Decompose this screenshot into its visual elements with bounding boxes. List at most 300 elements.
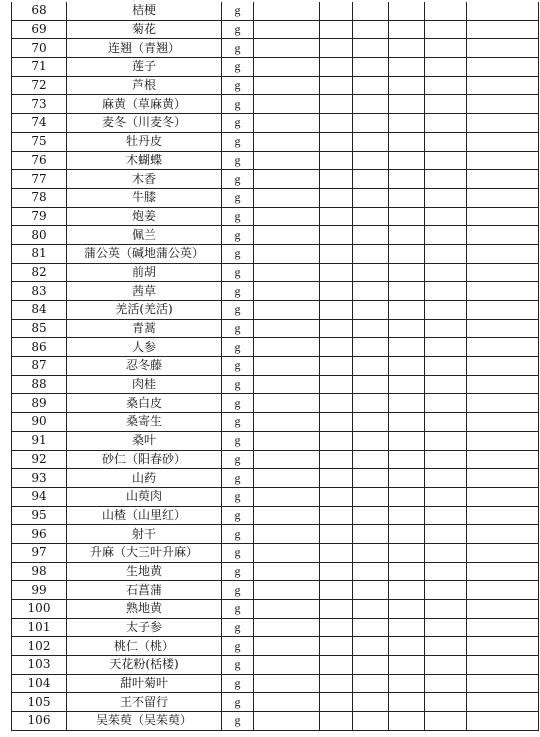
empty-cell — [353, 525, 389, 544]
unit-cell: g — [222, 543, 254, 562]
empty-cell — [254, 151, 320, 170]
empty-cell — [353, 132, 389, 151]
herb-name-cell: 莲子 — [67, 58, 222, 77]
herb-name-cell: 甜叶菊叶 — [67, 674, 222, 693]
herb-name-cell: 山楂（山里红） — [67, 506, 222, 525]
row-number-cell: 68 — [12, 2, 67, 20]
unit-cell: g — [222, 263, 254, 282]
empty-cell — [467, 244, 539, 263]
table-row — [12, 674, 539, 693]
unit-cell: g — [222, 618, 254, 637]
row-number-cell: 99 — [12, 581, 67, 600]
row-number-cell: 73 — [12, 95, 67, 114]
table-body — [12, 2, 539, 730]
empty-cell — [425, 431, 467, 450]
row-number-cell: 101 — [12, 618, 67, 637]
empty-cell — [320, 618, 353, 637]
empty-cell — [467, 170, 539, 189]
empty-cell — [389, 506, 425, 525]
empty-cell — [353, 712, 389, 731]
empty-cell — [467, 58, 539, 77]
empty-cell — [320, 693, 353, 712]
empty-cell — [353, 431, 389, 450]
empty-cell — [320, 58, 353, 77]
empty-cell — [254, 95, 320, 114]
empty-cell — [425, 487, 467, 506]
table-row — [12, 338, 539, 357]
empty-cell — [389, 581, 425, 600]
row-number-cell: 95 — [12, 506, 67, 525]
empty-cell — [389, 357, 425, 376]
empty-cell — [389, 226, 425, 245]
unit-cell: g — [222, 58, 254, 77]
unit-cell: g — [222, 319, 254, 338]
empty-cell — [425, 20, 467, 39]
empty-cell — [425, 244, 467, 263]
empty-cell — [254, 357, 320, 376]
empty-cell — [467, 618, 539, 637]
empty-cell — [425, 151, 467, 170]
empty-cell — [467, 543, 539, 562]
empty-cell — [467, 600, 539, 619]
empty-cell — [254, 431, 320, 450]
empty-cell — [389, 170, 425, 189]
empty-cell — [353, 226, 389, 245]
row-number-cell: 77 — [12, 170, 67, 189]
empty-cell — [320, 450, 353, 469]
unit-cell: g — [222, 132, 254, 151]
empty-cell — [320, 114, 353, 133]
table-row — [12, 618, 539, 637]
row-number-cell: 94 — [12, 487, 67, 506]
empty-cell — [425, 338, 467, 357]
empty-cell — [320, 244, 353, 263]
empty-cell — [425, 543, 467, 562]
row-number-cell: 76 — [12, 151, 67, 170]
herb-name-cell: 羌活(羌活) — [67, 301, 222, 320]
herb-name-cell: 蒲公英（碱地蒲公英） — [67, 244, 222, 263]
empty-cell — [467, 319, 539, 338]
row-number-cell: 71 — [12, 58, 67, 77]
empty-cell — [467, 39, 539, 58]
empty-cell — [320, 637, 353, 656]
row-number-cell: 97 — [12, 543, 67, 562]
empty-cell — [254, 282, 320, 301]
row-number-cell: 75 — [12, 132, 67, 151]
herb-name-cell: 砂仁（阳春砂） — [67, 450, 222, 469]
herb-name-cell: 桑寄生 — [67, 413, 222, 432]
row-number-cell: 84 — [12, 301, 67, 320]
herb-name-cell: 桔梗 — [67, 2, 222, 20]
empty-cell — [467, 413, 539, 432]
herb-name-cell: 桃仁（桃） — [67, 637, 222, 656]
empty-cell — [254, 114, 320, 133]
empty-cell — [425, 525, 467, 544]
empty-cell — [353, 76, 389, 95]
empty-cell — [425, 188, 467, 207]
empty-cell — [254, 319, 320, 338]
unit-cell: g — [222, 674, 254, 693]
empty-cell — [254, 39, 320, 58]
table-row — [12, 319, 539, 338]
empty-cell — [353, 600, 389, 619]
empty-cell — [320, 581, 353, 600]
empty-cell — [254, 581, 320, 600]
empty-cell — [320, 431, 353, 450]
empty-cell — [254, 674, 320, 693]
empty-cell — [254, 450, 320, 469]
empty-cell — [389, 338, 425, 357]
empty-cell — [320, 656, 353, 675]
empty-cell — [467, 263, 539, 282]
table-row — [12, 170, 539, 189]
row-number-cell: 72 — [12, 76, 67, 95]
herb-name-cell: 菊花 — [67, 20, 222, 39]
empty-cell — [389, 132, 425, 151]
empty-cell — [425, 693, 467, 712]
unit-cell: g — [222, 188, 254, 207]
unit-cell: g — [222, 151, 254, 170]
empty-cell — [254, 244, 320, 263]
unit-cell: g — [222, 338, 254, 357]
empty-cell — [425, 301, 467, 320]
empty-cell — [425, 413, 467, 432]
empty-cell — [467, 394, 539, 413]
empty-cell — [353, 170, 389, 189]
empty-cell — [389, 543, 425, 562]
table-row — [12, 226, 539, 245]
empty-cell — [389, 375, 425, 394]
herb-name-cell: 炮姜 — [67, 207, 222, 226]
empty-cell — [425, 39, 467, 58]
herb-name-cell: 连翘（青翘） — [67, 39, 222, 58]
empty-cell — [353, 338, 389, 357]
table-row — [12, 431, 539, 450]
empty-cell — [254, 338, 320, 357]
empty-cell — [254, 76, 320, 95]
empty-cell — [320, 506, 353, 525]
empty-cell — [467, 487, 539, 506]
empty-cell — [389, 95, 425, 114]
empty-cell — [320, 413, 353, 432]
empty-cell — [467, 188, 539, 207]
empty-cell — [389, 151, 425, 170]
empty-cell — [254, 301, 320, 320]
empty-cell — [467, 95, 539, 114]
unit-cell: g — [222, 357, 254, 376]
unit-cell: g — [222, 693, 254, 712]
row-number-cell: 81 — [12, 244, 67, 263]
empty-cell — [467, 282, 539, 301]
empty-cell — [389, 637, 425, 656]
row-number-cell: 91 — [12, 431, 67, 450]
empty-cell — [254, 600, 320, 619]
empty-cell — [254, 2, 320, 20]
empty-cell — [425, 58, 467, 77]
empty-cell — [353, 469, 389, 488]
table-row — [12, 207, 539, 226]
table-row — [12, 301, 539, 320]
table-row — [12, 20, 539, 39]
empty-cell — [467, 506, 539, 525]
row-number-cell: 103 — [12, 656, 67, 675]
herb-name-cell: 青蒿 — [67, 319, 222, 338]
empty-cell — [425, 450, 467, 469]
empty-cell — [320, 600, 353, 619]
table-row — [12, 95, 539, 114]
empty-cell — [389, 188, 425, 207]
herb-name-cell: 佩兰 — [67, 226, 222, 245]
row-number-cell: 74 — [12, 114, 67, 133]
empty-cell — [467, 207, 539, 226]
empty-cell — [389, 674, 425, 693]
empty-cell — [389, 450, 425, 469]
empty-cell — [467, 581, 539, 600]
empty-cell — [425, 506, 467, 525]
herb-name-cell: 石菖蒲 — [67, 581, 222, 600]
empty-cell — [467, 525, 539, 544]
row-number-cell: 96 — [12, 525, 67, 544]
row-number-cell: 90 — [12, 413, 67, 432]
empty-cell — [425, 226, 467, 245]
table-row — [12, 693, 539, 712]
herb-name-cell: 麻黄（草麻黄） — [67, 95, 222, 114]
empty-cell — [467, 357, 539, 376]
empty-cell — [467, 20, 539, 39]
empty-cell — [389, 282, 425, 301]
row-number-cell: 78 — [12, 188, 67, 207]
row-number-cell: 82 — [12, 263, 67, 282]
empty-cell — [425, 357, 467, 376]
empty-cell — [389, 244, 425, 263]
empty-cell — [425, 132, 467, 151]
empty-cell — [320, 543, 353, 562]
row-number-cell: 69 — [12, 20, 67, 39]
herb-name-cell: 升麻（大三叶升麻） — [67, 543, 222, 562]
row-number-cell: 80 — [12, 226, 67, 245]
empty-cell — [353, 95, 389, 114]
empty-cell — [353, 263, 389, 282]
empty-cell — [467, 226, 539, 245]
unit-cell: g — [222, 450, 254, 469]
empty-cell — [389, 656, 425, 675]
table-row — [12, 394, 539, 413]
table-row — [12, 562, 539, 581]
empty-cell — [254, 413, 320, 432]
empty-cell — [320, 39, 353, 58]
table-row — [12, 188, 539, 207]
table-row — [12, 506, 539, 525]
herb-name-cell: 忍冬藤 — [67, 357, 222, 376]
herb-name-cell: 天花粉(栝楼) — [67, 656, 222, 675]
table-row — [12, 543, 539, 562]
table-row — [12, 244, 539, 263]
empty-cell — [353, 656, 389, 675]
empty-cell — [320, 562, 353, 581]
unit-cell: g — [222, 2, 254, 20]
empty-cell — [320, 226, 353, 245]
empty-cell — [320, 170, 353, 189]
empty-cell — [320, 525, 353, 544]
empty-cell — [389, 712, 425, 731]
empty-cell — [425, 656, 467, 675]
empty-cell — [389, 469, 425, 488]
unit-cell: g — [222, 207, 254, 226]
empty-cell — [389, 525, 425, 544]
table-row — [12, 282, 539, 301]
row-number-cell: 70 — [12, 39, 67, 58]
empty-cell — [254, 58, 320, 77]
herb-name-cell: 人参 — [67, 338, 222, 357]
unit-cell: g — [222, 76, 254, 95]
empty-cell — [353, 301, 389, 320]
empty-cell — [254, 394, 320, 413]
empty-cell — [353, 319, 389, 338]
empty-cell — [320, 301, 353, 320]
empty-cell — [389, 114, 425, 133]
herb-name-cell: 茜草 — [67, 282, 222, 301]
empty-cell — [425, 394, 467, 413]
herb-price-table — [11, 2, 539, 731]
empty-cell — [425, 562, 467, 581]
unit-cell: g — [222, 39, 254, 58]
empty-cell — [467, 338, 539, 357]
herb-name-cell: 桑叶 — [67, 431, 222, 450]
unit-cell: g — [222, 469, 254, 488]
herb-name-cell: 吴茱萸（吴茱萸） — [67, 712, 222, 731]
unit-cell: g — [222, 301, 254, 320]
empty-cell — [425, 2, 467, 20]
row-number-cell: 106 — [12, 712, 67, 731]
empty-cell — [389, 2, 425, 20]
unit-cell: g — [222, 712, 254, 731]
herb-name-cell: 熟地黄 — [67, 600, 222, 619]
table-row — [12, 132, 539, 151]
herb-name-cell: 生地黄 — [67, 562, 222, 581]
unit-cell: g — [222, 226, 254, 245]
herb-name-cell: 芦根 — [67, 76, 222, 95]
table-row — [12, 375, 539, 394]
empty-cell — [254, 637, 320, 656]
empty-cell — [467, 151, 539, 170]
empty-cell — [320, 188, 353, 207]
unit-cell: g — [222, 114, 254, 133]
empty-cell — [467, 469, 539, 488]
empty-cell — [467, 375, 539, 394]
table-row — [12, 2, 539, 20]
table-row — [12, 114, 539, 133]
empty-cell — [353, 207, 389, 226]
empty-cell — [353, 581, 389, 600]
herb-name-cell: 前胡 — [67, 263, 222, 282]
empty-cell — [467, 637, 539, 656]
empty-cell — [254, 656, 320, 675]
empty-cell — [389, 39, 425, 58]
empty-cell — [320, 76, 353, 95]
empty-cell — [425, 207, 467, 226]
row-number-cell: 98 — [12, 562, 67, 581]
empty-cell — [254, 170, 320, 189]
row-number-cell: 100 — [12, 600, 67, 619]
herb-name-cell: 太子参 — [67, 618, 222, 637]
unit-cell: g — [222, 20, 254, 39]
empty-cell — [320, 487, 353, 506]
empty-cell — [389, 487, 425, 506]
empty-cell — [467, 450, 539, 469]
empty-cell — [467, 562, 539, 581]
empty-cell — [425, 76, 467, 95]
empty-cell — [254, 188, 320, 207]
empty-cell — [425, 581, 467, 600]
empty-cell — [254, 469, 320, 488]
empty-cell — [353, 2, 389, 20]
table-row — [12, 469, 539, 488]
empty-cell — [353, 487, 389, 506]
herb-name-cell: 山萸肉 — [67, 487, 222, 506]
row-number-cell: 87 — [12, 357, 67, 376]
table-row — [12, 76, 539, 95]
herb-name-cell: 牛膝 — [67, 188, 222, 207]
unit-cell: g — [222, 282, 254, 301]
empty-cell — [254, 543, 320, 562]
empty-cell — [254, 618, 320, 637]
empty-cell — [353, 114, 389, 133]
empty-cell — [389, 413, 425, 432]
herb-name-cell: 山药 — [67, 469, 222, 488]
row-number-cell: 89 — [12, 394, 67, 413]
empty-cell — [389, 58, 425, 77]
row-number-cell: 83 — [12, 282, 67, 301]
row-number-cell: 88 — [12, 375, 67, 394]
empty-cell — [425, 637, 467, 656]
row-number-cell: 105 — [12, 693, 67, 712]
row-number-cell: 93 — [12, 469, 67, 488]
row-number-cell: 86 — [12, 338, 67, 357]
empty-cell — [320, 95, 353, 114]
row-number-cell: 79 — [12, 207, 67, 226]
table-row — [12, 712, 539, 731]
empty-cell — [320, 712, 353, 731]
empty-cell — [353, 543, 389, 562]
empty-cell — [353, 562, 389, 581]
row-number-cell: 102 — [12, 637, 67, 656]
empty-cell — [425, 319, 467, 338]
empty-cell — [353, 618, 389, 637]
empty-cell — [320, 151, 353, 170]
empty-cell — [320, 357, 353, 376]
empty-cell — [389, 263, 425, 282]
unit-cell: g — [222, 506, 254, 525]
table-row — [12, 263, 539, 282]
empty-cell — [467, 674, 539, 693]
empty-cell — [467, 656, 539, 675]
empty-cell — [389, 431, 425, 450]
empty-cell — [467, 301, 539, 320]
empty-cell — [425, 469, 467, 488]
empty-cell — [467, 431, 539, 450]
unit-cell: g — [222, 637, 254, 656]
unit-cell: g — [222, 581, 254, 600]
empty-cell — [320, 282, 353, 301]
empty-cell — [254, 562, 320, 581]
empty-cell — [425, 95, 467, 114]
empty-cell — [389, 693, 425, 712]
empty-cell — [467, 132, 539, 151]
table-row — [12, 357, 539, 376]
empty-cell — [254, 20, 320, 39]
herb-name-cell: 桑白皮 — [67, 394, 222, 413]
empty-cell — [389, 301, 425, 320]
